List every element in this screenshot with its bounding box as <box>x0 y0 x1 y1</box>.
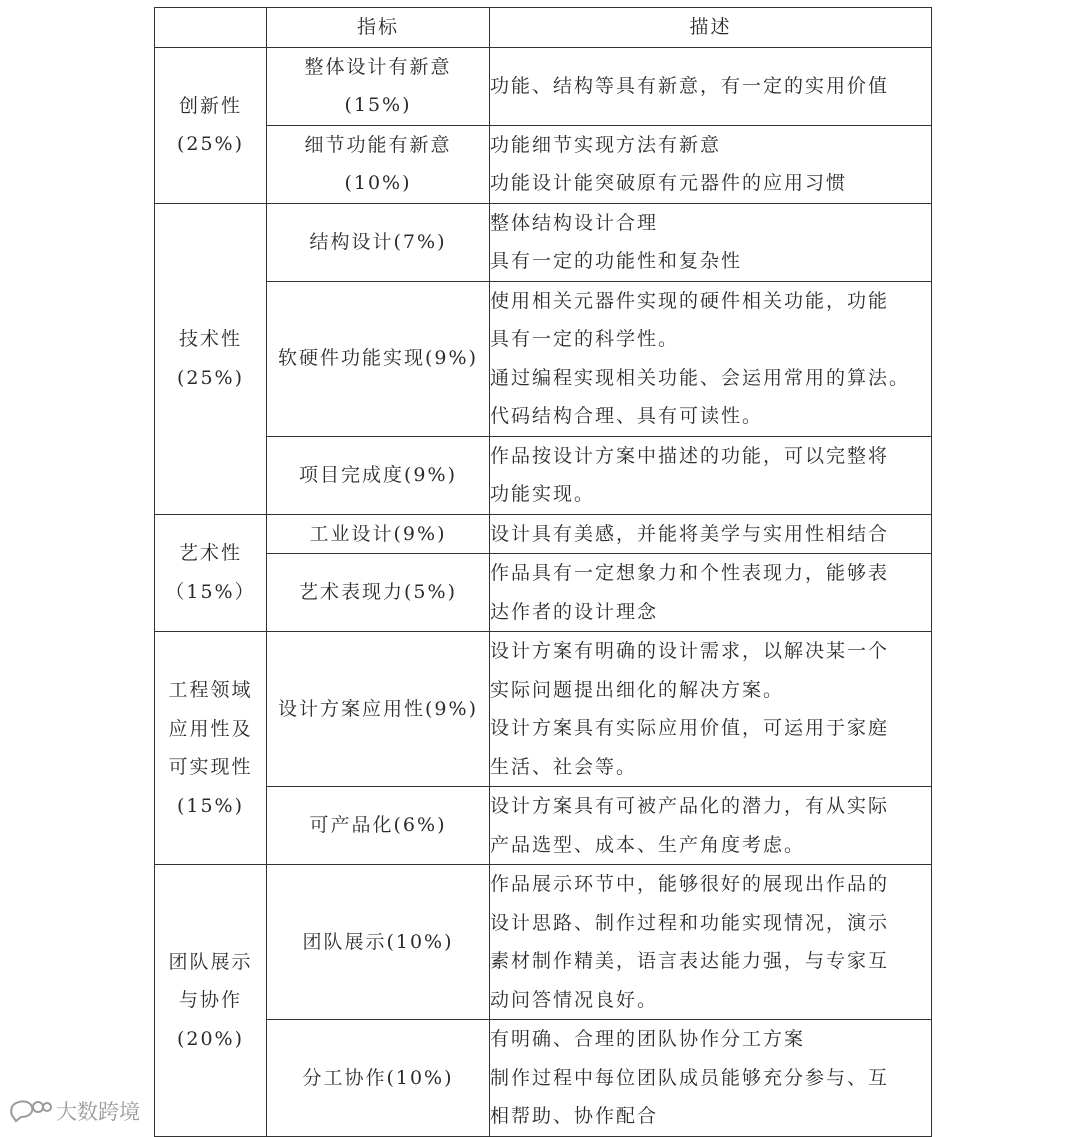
indicator-cell <box>267 203 490 281</box>
table-body <box>155 47 932 1136</box>
description-line: 动问答情况良好。 <box>490 988 659 1011</box>
category-cell <box>155 632 267 865</box>
description-line: 具有一定的功能性和复杂性 <box>490 250 743 272</box>
category-line: 创新性 <box>178 94 242 117</box>
watermark <box>8 1096 140 1126</box>
description-cell <box>490 865 932 1020</box>
description-line: 有明确、合理的团队协作分工方案 <box>490 1028 806 1050</box>
indicator-line: (10%) <box>344 172 412 194</box>
indicator-line: 工业设计(9%) <box>309 522 447 545</box>
indicator-line: 结构设计(7%) <box>309 230 447 253</box>
category-line: (25%) <box>176 366 245 389</box>
category-line: 艺术性 <box>178 542 242 565</box>
category-line: (25%) <box>176 133 245 155</box>
description-cell <box>490 203 932 281</box>
table-header-row <box>155 8 932 48</box>
description-cell <box>490 125 932 203</box>
indicator-line: 分工协作(10%) <box>302 1066 454 1089</box>
indicator-line: 整体设计有新意 <box>304 55 452 78</box>
description-line: 功能实现。 <box>490 483 596 505</box>
description-cell <box>490 787 932 865</box>
description-line: 素材制作精美，语言表达能力强，与专家互 <box>490 950 890 972</box>
indicator-line: 艺术表现力(5%) <box>299 581 457 604</box>
category-line: (20%) <box>176 1027 245 1050</box>
evaluation-criteria-table <box>154 7 932 1137</box>
header-description-cell: 描述 <box>490 8 932 48</box>
indicator-cell <box>267 865 490 1020</box>
table-row <box>155 514 932 554</box>
table-row <box>155 787 932 865</box>
category-line: 应用性及 <box>168 717 253 740</box>
category-line: 工程领域 <box>168 679 253 701</box>
description-cell <box>490 281 932 436</box>
description-line: 作品按设计方案中描述的功能，可以完整将 <box>490 444 890 467</box>
indicator-line: 细节功能有新意 <box>304 133 452 156</box>
category-line: 技术性 <box>178 328 242 350</box>
category-cell <box>155 47 267 203</box>
description-line: 设计方案具有实际应用价值，可运用于家庭 <box>490 717 890 739</box>
indicator-cell <box>267 1020 490 1137</box>
description-line: 整体结构设计合理 <box>490 211 659 234</box>
indicator-line: 团队展示(10%) <box>302 930 454 953</box>
category-line: (15%) <box>176 794 245 817</box>
indicator-cell <box>267 436 490 514</box>
description-line: 生活、社会等。 <box>490 755 638 778</box>
indicator-cell <box>267 787 490 865</box>
description-cell <box>490 47 932 125</box>
table-row <box>155 125 932 203</box>
description-line: 使用相关元器件实现的硬件相关功能，功能 <box>490 289 890 312</box>
description-line: 产品选型、成本、生产角度考虑。 <box>490 833 806 856</box>
indicator-line: 可产品化(6%) <box>309 814 447 837</box>
chat-bubble-icon <box>8 1098 52 1124</box>
indicator-line: 设计方案应用性(9%) <box>278 697 478 720</box>
description-line: 功能细节实现方法有新意 <box>490 133 722 156</box>
description-line: 设计思路、制作过程和功能实现情况，演示 <box>490 911 890 934</box>
table-row <box>155 632 932 787</box>
description-cell <box>490 514 932 554</box>
indicator-cell <box>267 47 490 125</box>
indicator-cell <box>267 281 490 436</box>
description-line: 功能设计能突破原有元器件的应用习惯 <box>490 172 848 194</box>
description-line: 设计方案具有可被产品化的潜力，有从实际 <box>490 795 890 817</box>
description-line: 通过编程实现相关功能、会运用常用的算法。 <box>490 366 911 389</box>
indicator-line: 软硬件功能实现(9%) <box>278 347 478 370</box>
description-line: 设计方案有明确的设计需求，以解决某一个 <box>490 640 890 662</box>
description-line: 实际问题提出细化的解决方案。 <box>490 678 785 701</box>
header-category-cell <box>155 8 267 48</box>
table-row <box>155 436 932 514</box>
category-line: 与协作 <box>178 989 242 1011</box>
indicator-cell <box>267 554 490 632</box>
description-line: 作品展示环节中，能够很好的展现出作品的 <box>490 873 890 895</box>
category-cell <box>155 514 267 632</box>
indicator-cell <box>267 125 490 203</box>
indicator-cell <box>267 632 490 787</box>
header-indicator-cell: 指标 <box>267 8 490 48</box>
description-line: 功能、结构等具有新意，有一定的实用价值 <box>490 74 890 97</box>
category-cell <box>155 865 267 1137</box>
indicator-line: (15%) <box>344 94 412 116</box>
category-line: 团队展示 <box>168 950 253 973</box>
table-row <box>155 203 932 281</box>
description-cell <box>490 436 932 514</box>
description-line: 作品具有一定想象力和个性表现力，能够表 <box>490 562 890 584</box>
description-cell <box>490 554 932 632</box>
description-line: 制作过程中每位团队成员能够充分参与、互 <box>490 1066 890 1089</box>
indicator-cell <box>267 514 490 554</box>
description-line: 具有一定的科学性。 <box>490 328 680 350</box>
description-line: 设计具有美感，并能将美学与实用性相结合 <box>490 522 890 545</box>
table-row <box>155 281 932 436</box>
table-row <box>155 1020 932 1137</box>
watermark-text: 大数跨境 <box>56 1100 140 1124</box>
table-row <box>155 554 932 632</box>
description-cell <box>490 632 932 787</box>
category-cell <box>155 203 267 514</box>
category-line: 可实现性 <box>168 756 253 778</box>
table-row <box>155 47 932 125</box>
description-line: 相帮助、协作配合 <box>490 1105 659 1127</box>
description-line: 达作者的设计理念 <box>490 600 659 623</box>
indicator-line: 项目完成度(9%) <box>299 463 457 486</box>
table-row <box>155 865 932 1020</box>
description-cell <box>490 1020 932 1137</box>
category-line: （15%） <box>165 580 256 603</box>
description-line: 代码结构合理、具有可读性。 <box>490 405 764 427</box>
